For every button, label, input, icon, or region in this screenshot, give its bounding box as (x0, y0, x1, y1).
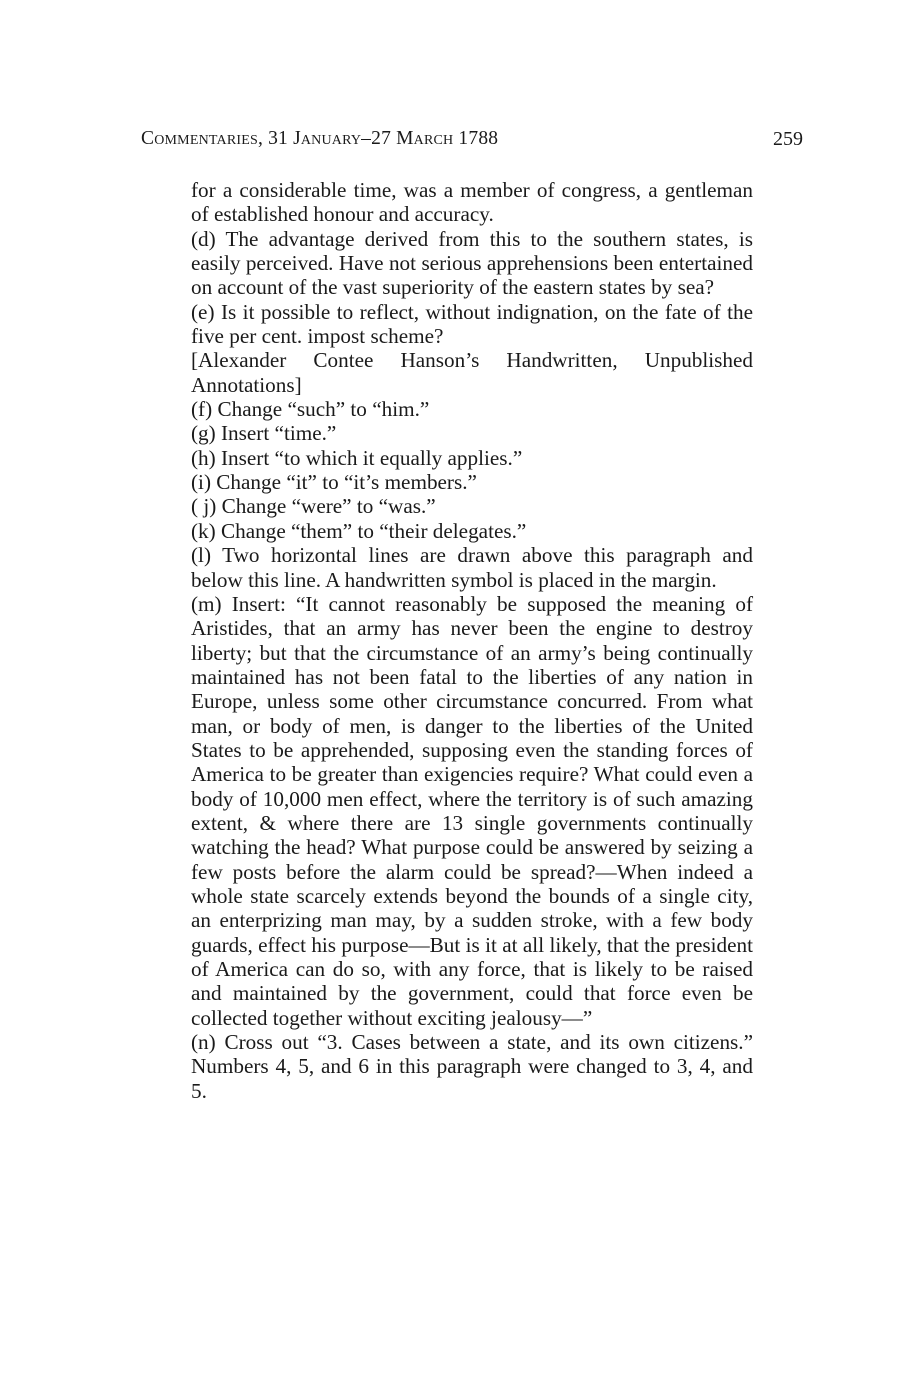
note-e: (e) Is it possible to reflect, without indignation, on the fate of the five per cent. impost scheme? (191, 299, 753, 349)
note-i: (i) Change “it” to “it’s members.” (191, 470, 477, 495)
running-title: Commentaries, 31 January–27 March 1788 (141, 128, 499, 149)
running-head (141, 128, 803, 156)
text-body (191, 178, 753, 1103)
paragraph-continuation: for a considerable time, was a member of congress, a gentleman of established honour and accuracy. (191, 178, 753, 227)
annotations-heading: [Alexander Contee Hanson’s Handwritten, Unpublished Annotations] (191, 348, 753, 397)
note-k: (k) Change “them” to “their delegates.” (191, 518, 527, 543)
note-j: ( j) Change “were” to “was.” (191, 494, 436, 519)
note-d: (d) The advantage derived from this to the southern states, is easily perceived. Have not serious apprehensions been entertained on account of the vast superiority of the eastern states by sea? (191, 226, 753, 300)
note-h: (h) Insert “to which it equally applies.” (191, 445, 523, 470)
note-g: (g) Insert “time.” (191, 421, 337, 446)
note-n: (n) Cross out “3. Cases between a state, and its own citizens.” Numbers 4, 5, and 6 in this paragraph were changed to 3, 4, and 5. (191, 1030, 753, 1103)
note-f: (f) Change “such” to “him.” (191, 397, 430, 422)
page-number: 259 (773, 128, 803, 150)
note-l: (l) Two horizontal lines are drawn above this paragraph and below this line. A handwritten symbol is placed in the margin. (191, 543, 753, 592)
note-m: (m) Insert: “It cannot reasonably be supposed the meaning of Aristides, that an army has never been the engine to destroy liberty; but that the circumstance of an army’s being continually maintained has not been fatal to the liberties of any nation in Europe, unless some other circumstance concurred. From what man, or body of men, is danger to the liberties of the United States to be apprehended, supposing even the standing forces of America to be greater than exigencies require? What could even a body of 10,000 men effect, where the territory is of such amazing extent, & where there are 13 single governments continually watching the head? What purpose could be answered by seizing a few posts before the alarm could be spread?—When indeed a whole state scarcely extends beyond the bounds of a single city, an enterprizing man may, by a sudden stroke, with a few body guards, effect his purpose—But is it at all likely, that the president of America can do so, with any force, that is likely to be raised and maintained by the government, could that force even be collected together without exciting jealousy—” (191, 591, 753, 1030)
